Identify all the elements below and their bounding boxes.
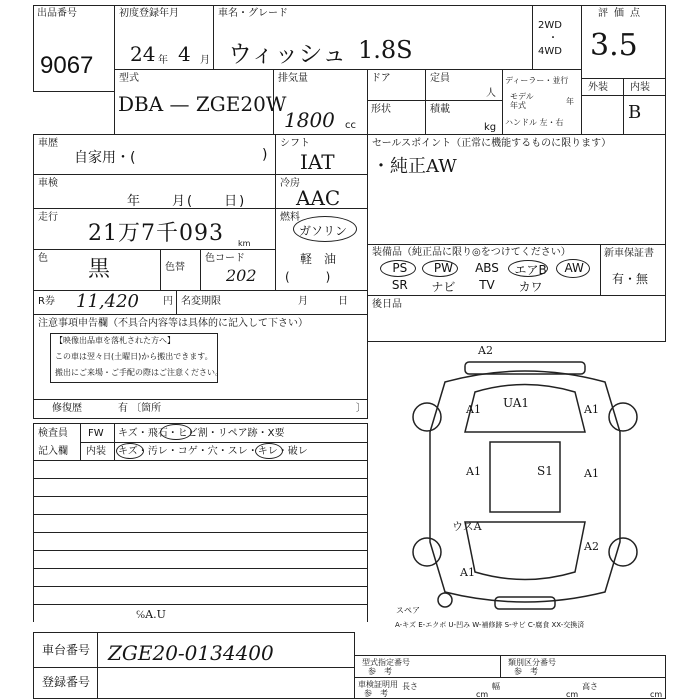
notice-line1: 【映像出品車を落札された方へ】 [55, 336, 175, 345]
equipment-item: TV [479, 278, 495, 292]
km-unit: km [238, 239, 251, 248]
type-spec-label: 型式指定番号 [362, 658, 410, 667]
spare-label: スペア [396, 606, 420, 615]
first-reg-label: 初度登録年月 [119, 8, 179, 19]
lot-number-value: 9067 [40, 52, 94, 79]
shift-label: シフト [280, 138, 310, 149]
year-unit: 年 [158, 55, 168, 66]
ac-value: AAC [296, 186, 341, 210]
equipment-item [552, 278, 596, 295]
persons-unit: 人 [486, 88, 496, 99]
damage-mark: A2 [584, 540, 599, 553]
grade: 1.8S [358, 36, 413, 64]
chassis-label: 車台番号 [42, 643, 91, 657]
car-diagram [405, 342, 645, 622]
equip-circle-aw [556, 259, 590, 278]
drive-2wd: 2WD [538, 20, 562, 31]
equip-circle-pw [422, 260, 458, 277]
first-reg-year: 24 [130, 42, 156, 66]
score-label: 評価点 [598, 8, 646, 19]
cert-label: 車検証明用 [358, 680, 398, 689]
int-items-label: 内装 [86, 446, 106, 457]
shift-value: IAT [300, 150, 335, 174]
fw-circle-tobiishi [160, 424, 192, 440]
equipment-item: カワ [518, 280, 543, 294]
color-label: 色 [38, 253, 48, 264]
notice-line2: この車は翌々日(土曜日)から搬出できます。 [55, 352, 213, 361]
type-spec-ref: 参 考 [368, 667, 392, 676]
capacity-label: 定員 [430, 73, 450, 84]
first-reg-month: 4 [178, 42, 191, 66]
int-items: キズ・汚レ・コゲ・穴・スレ・キレ・破レ [118, 446, 308, 457]
ac-label: 冷房 [280, 178, 300, 189]
drive-4wd: 4WD [538, 46, 562, 57]
load-label: 積載 [430, 104, 450, 115]
damage-mark: A1 [460, 566, 475, 579]
damage-mark: A2 [478, 344, 493, 357]
fuel-paren: ( ) [285, 270, 331, 284]
rear-items-label: 後日品 [372, 299, 402, 310]
color-code-label: 色コード [205, 253, 245, 264]
door-label: ドア [371, 73, 391, 84]
height-label: 高さ [582, 682, 598, 691]
month-unit: 月 [200, 55, 210, 66]
int-circle-kizu [116, 443, 144, 459]
int-circle-sure [255, 443, 283, 459]
shape-label: 形状 [371, 104, 391, 115]
cert-ref: 参 考 [364, 689, 388, 698]
recycle-value: 11,420 [76, 291, 139, 312]
width-cm: cm [566, 690, 579, 699]
equipment-item: PS [392, 261, 408, 275]
kg-unit: kg [484, 122, 497, 133]
equipment-item: ナビ [431, 280, 456, 294]
damage-mark: A1 [584, 467, 599, 480]
ext-label: 外装 [588, 82, 608, 93]
fw-label: FW [88, 428, 104, 439]
width-label: 幅 [492, 682, 500, 691]
equip-circle-ps [380, 260, 416, 277]
model-grade-label: 車名・グレード [218, 8, 288, 19]
length-label: 長さ [402, 682, 418, 691]
mileage-label: 走行 [38, 212, 58, 223]
color-code-value: 202 [226, 266, 257, 285]
drive-dot: ・ [548, 33, 558, 44]
equipment-item: エアB [514, 263, 547, 277]
damage-mark: S1 [537, 464, 553, 478]
notes-label: 注意事項申告欄（不具合内容等は具体的に記入して下さい） [38, 318, 308, 329]
model-year-label: モデル年式 [510, 92, 534, 110]
history-close-paren: ) [262, 147, 268, 163]
handle-label: ハンドル 左・右 [505, 118, 564, 127]
damage-mark: A1 [466, 465, 481, 478]
warranty-label: 新車保証書 [604, 248, 654, 259]
equip-circle-airbag [508, 260, 548, 277]
model-name: ウィッシュ [228, 40, 347, 68]
warranty-value: 有・無 [612, 272, 649, 286]
recycle-unit: 円 [163, 296, 173, 307]
displacement-label: 排気量 [278, 73, 308, 84]
inspector-label-2: 記入欄 [38, 446, 68, 457]
dealer-label: ディーラー・並行 [505, 76, 569, 85]
type-value: DBA — ZGE20W [118, 92, 287, 116]
mileage-value: 21万7千093 [88, 221, 224, 246]
equipment-item: PW [433, 261, 453, 275]
name-change-label: 名変期限 [181, 296, 221, 307]
reg-label: 登録番号 [42, 675, 91, 689]
chassis-value: ZGE20-0134400 [108, 641, 274, 665]
type-label: 型式 [119, 73, 139, 84]
name-change-fields: 月 日 [298, 296, 348, 307]
color-value: 黒 [88, 257, 111, 282]
recycle-label: R券 [38, 296, 55, 307]
repair-label: 修復歴 [52, 403, 82, 414]
damage-mark: A1 [584, 403, 599, 416]
equipment-item: AW [564, 261, 584, 275]
damage-mark: UA1 [503, 396, 530, 410]
cc-unit: cc [345, 120, 356, 131]
repair-close: 〕 [356, 403, 366, 414]
handwritten-note: ℅A.U [136, 608, 166, 621]
damage-mark: A1 [466, 403, 481, 416]
repair-value: 有 〔箇所 [118, 403, 162, 414]
category-ref: 参 考 [514, 667, 538, 676]
category-label: 類別区分番号 [508, 658, 556, 667]
height-cm: cm [650, 690, 663, 699]
displacement-value: 1800 [284, 108, 335, 132]
color-replace-label: 色替 [165, 262, 185, 273]
equipment-item: SR [391, 278, 408, 292]
fuel-diesel: 軽 油 [300, 252, 337, 266]
nen-unit: 年 [566, 97, 574, 106]
fw-items: キズ・飛石・ヒビ割・リペア跡・X要 [118, 428, 285, 439]
length-cm: cm [476, 690, 489, 699]
equipment-item: ABS [475, 261, 499, 275]
selling-points-box [367, 134, 666, 245]
int-label: 内装 [630, 82, 650, 93]
rear-items-box [367, 295, 666, 342]
equipment-label: 装備品（純正品に限り◎をつけてください） [372, 247, 571, 258]
inspection-label: 車検 [38, 178, 58, 189]
fuel-label: 燃料 [280, 212, 300, 223]
history-value: 自家用・( [74, 150, 136, 166]
damage-legend: A-キズ E-エクボ U-凹み W-補修跡 S-サビ C-腐食 XX-交換済 [395, 621, 585, 629]
fuel-gasoline: ガソリン [299, 224, 348, 238]
inspector-label-1: 検査員 [38, 428, 68, 439]
notice-line3: 搬出にご来場・ご手配の際はご注意ください。 [55, 368, 223, 377]
int-grade: B [628, 102, 642, 123]
selling-points-label: セールスポイント（正常に機能するものに限ります） [372, 138, 612, 149]
inspection-fields: 年 月( 日) [127, 194, 247, 209]
score-value: 3.5 [590, 28, 638, 63]
selling-points-item: ・純正AW [372, 156, 457, 177]
lot-number-label: 出品番号 [37, 8, 77, 19]
damage-mark: ウスA [452, 520, 482, 533]
history-label: 車歴 [38, 138, 58, 149]
